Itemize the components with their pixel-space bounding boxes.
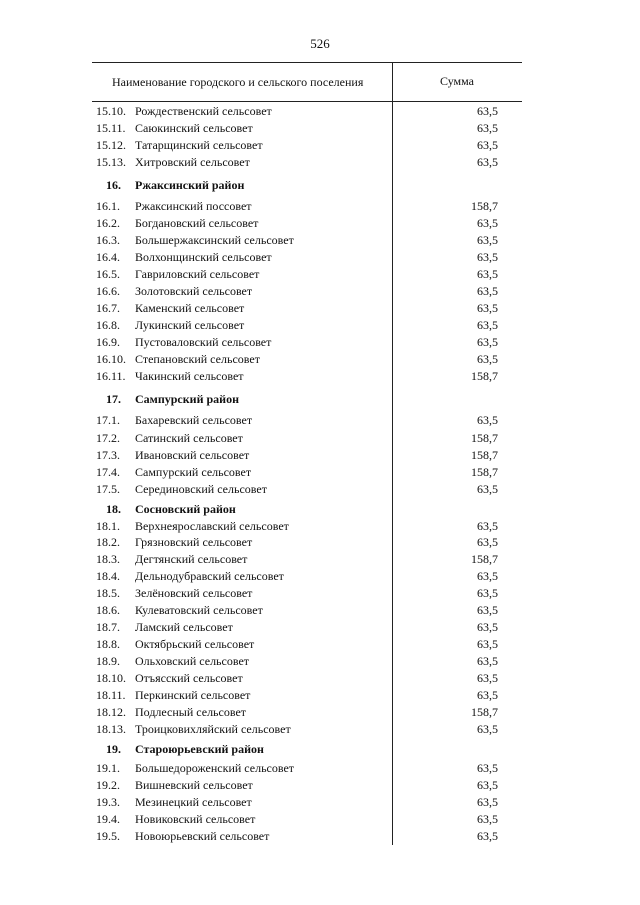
sum-value: 158,7	[471, 369, 498, 383]
sum-value: 158,7	[471, 448, 498, 462]
district-heading-row	[96, 501, 516, 517]
settlement-name: Ламский сельсовет	[135, 620, 233, 634]
settlement-name: Подлесный сельсовет	[135, 705, 247, 719]
sum-value: 63,5	[477, 569, 498, 583]
row-number: 15.12.	[96, 138, 126, 152]
settlement-name: Чакинский сельсовет	[135, 369, 244, 383]
sum-value: 63,5	[477, 301, 498, 315]
table-row	[96, 704, 516, 720]
row-number: 16.8.	[96, 318, 120, 332]
row-number: 17.5.	[96, 482, 120, 496]
settlement-name: Степановский сельсовет	[135, 352, 260, 366]
row-number: 16.1.	[96, 199, 120, 213]
sum-value: 63,5	[477, 671, 498, 685]
row-number: 18.8.	[96, 637, 120, 651]
row-number: 19.3.	[96, 795, 120, 809]
table-row	[96, 670, 516, 686]
row-number: 16.4.	[96, 250, 120, 264]
district-name: Сампурский район	[135, 392, 239, 406]
row-number: 16.7.	[96, 301, 120, 315]
sum-value: 63,5	[477, 352, 498, 366]
sum-value: 158,7	[471, 552, 498, 566]
table-row	[96, 198, 516, 214]
settlement-name: Новоюрьевский сельсовет	[135, 829, 270, 843]
table-row	[96, 351, 516, 367]
table-row	[96, 412, 516, 428]
district-name: Сосновский район	[135, 502, 236, 516]
sum-value: 63,5	[477, 318, 498, 332]
settlement-name: Зелёновский сельсовет	[135, 586, 253, 600]
settlement-name: Ивановский сельсовет	[135, 448, 250, 462]
sum-value: 63,5	[477, 812, 498, 826]
row-number: 16.5.	[96, 267, 120, 281]
row-number: 16.9.	[96, 335, 120, 349]
table-header-rule	[92, 101, 522, 102]
table-row	[96, 154, 516, 170]
row-number: 18.13.	[96, 722, 126, 736]
settlement-name: Богдановский сельсовет	[135, 216, 259, 230]
row-number: 16.3.	[96, 233, 120, 247]
settlement-name: Татарщинский сельсовет	[135, 138, 263, 152]
settlement-name: Волхонщинский сельсовет	[135, 250, 272, 264]
table-row	[96, 585, 516, 601]
district-name: Ржаксинский район	[135, 178, 245, 192]
row-number: 16.	[106, 178, 121, 192]
table-row	[96, 481, 516, 497]
row-number: 17.3.	[96, 448, 120, 462]
settlement-name: Бахаревский сельсовет	[135, 413, 253, 427]
table-row	[96, 266, 516, 282]
table-row	[96, 636, 516, 652]
row-number: 18.7.	[96, 620, 120, 634]
settlement-name: Мезинецкий сельсовет	[135, 795, 252, 809]
row-number: 15.10.	[96, 104, 126, 118]
sum-value: 63,5	[477, 233, 498, 247]
column-header-name: Наименование городского и сельского поселения	[112, 75, 364, 89]
sum-value: 63,5	[477, 795, 498, 809]
sum-value: 63,5	[477, 761, 498, 775]
row-number: 16.11.	[96, 369, 126, 383]
table-row	[96, 534, 516, 550]
table-row	[96, 334, 516, 350]
settlement-name: Перкинский сельсовет	[135, 688, 251, 702]
sum-value: 63,5	[477, 284, 498, 298]
sum-value: 63,5	[477, 121, 498, 135]
settlement-name: Отъясский сельсовет	[135, 671, 243, 685]
settlement-name: Гавриловский сельсовет	[135, 267, 260, 281]
sum-value: 63,5	[477, 688, 498, 702]
row-number: 19.	[106, 742, 121, 756]
table-row	[96, 602, 516, 618]
settlement-name: Дегтянский сельсовет	[135, 552, 248, 566]
sum-value: 63,5	[477, 654, 498, 668]
table-row	[96, 232, 516, 248]
district-heading-row	[96, 391, 516, 407]
table-row	[96, 518, 516, 534]
row-number: 17.4.	[96, 465, 120, 479]
row-number: 18.9.	[96, 654, 120, 668]
sum-value: 63,5	[477, 778, 498, 792]
table-row	[96, 653, 516, 669]
settlement-name: Рождественский сельсовет	[135, 104, 272, 118]
row-number: 18.6.	[96, 603, 120, 617]
table-row	[96, 551, 516, 567]
sum-value: 158,7	[471, 431, 498, 445]
row-number: 17.2.	[96, 431, 120, 445]
row-number: 17.1.	[96, 413, 120, 427]
settlement-name: Ольховский сельсовет	[135, 654, 250, 668]
sum-value: 63,5	[477, 722, 498, 736]
page-number: 526	[310, 36, 330, 51]
table-row	[96, 249, 516, 265]
settlement-name: Кулеватовский сельсовет	[135, 603, 263, 617]
settlement-name: Большедороженский сельсовет	[135, 761, 295, 775]
row-number: 17.	[106, 392, 121, 406]
table-row	[96, 120, 516, 136]
sum-value: 63,5	[477, 535, 498, 549]
table-row	[96, 811, 516, 827]
table-row	[96, 777, 516, 793]
row-number: 16.6.	[96, 284, 120, 298]
table-row	[96, 794, 516, 810]
sum-value: 63,5	[477, 586, 498, 600]
row-number: 18.5.	[96, 586, 120, 600]
sum-value: 63,5	[477, 829, 498, 843]
row-number: 18.2.	[96, 535, 120, 549]
settlement-name: Троицковихляйский сельсовет	[135, 722, 291, 736]
table-row	[96, 368, 516, 384]
sum-value: 63,5	[477, 335, 498, 349]
settlement-name: Верхнеярославский сельсовет	[135, 519, 289, 533]
settlement-name: Октябрьский сельсовет	[135, 637, 255, 651]
settlement-name: Вишневский сельсовет	[135, 778, 253, 792]
sum-value: 63,5	[477, 138, 498, 152]
row-number: 19.1.	[96, 761, 120, 775]
settlement-name: Сатинский сельсовет	[135, 431, 243, 445]
table-row	[96, 430, 516, 446]
row-number: 18.	[106, 502, 121, 516]
sum-value: 63,5	[477, 620, 498, 634]
table-row	[96, 447, 516, 463]
row-number: 18.3.	[96, 552, 120, 566]
settlement-name: Ржаксинский поссовет	[135, 199, 252, 213]
sum-value: 63,5	[477, 519, 498, 533]
table-row	[96, 137, 516, 153]
table-row	[96, 619, 516, 635]
table-row	[96, 283, 516, 299]
row-number: 18.1.	[96, 519, 120, 533]
table-top-rule	[92, 62, 522, 63]
district-heading-row	[96, 177, 516, 193]
settlement-name: Серединовский сельсовет	[135, 482, 267, 496]
sum-value: 63,5	[477, 413, 498, 427]
table-row	[96, 760, 516, 776]
settlement-name: Каменский сельсовет	[135, 301, 245, 315]
table-row	[96, 317, 516, 333]
sum-value: 63,5	[477, 482, 498, 496]
sum-value: 63,5	[477, 104, 498, 118]
table-row	[96, 828, 516, 844]
row-number: 19.5.	[96, 829, 120, 843]
row-number: 18.11.	[96, 688, 126, 702]
sum-value: 63,5	[477, 637, 498, 651]
table-row	[96, 568, 516, 584]
row-number: 19.2.	[96, 778, 120, 792]
table-row	[96, 215, 516, 231]
row-number: 18.12.	[96, 705, 126, 719]
sum-value: 63,5	[477, 250, 498, 264]
settlement-name: Сампурский сельсовет	[135, 465, 252, 479]
sum-value: 63,5	[477, 155, 498, 169]
sum-value: 158,7	[471, 199, 498, 213]
table-row	[96, 687, 516, 703]
row-number: 16.10.	[96, 352, 126, 366]
settlement-name: Саюкинский сельсовет	[135, 121, 253, 135]
settlement-name: Золотовский сельсовет	[135, 284, 253, 298]
sum-value: 158,7	[471, 705, 498, 719]
table-row	[96, 721, 516, 737]
row-number: 18.4.	[96, 569, 120, 583]
table-row	[96, 464, 516, 480]
sum-value: 63,5	[477, 216, 498, 230]
row-number: 16.2.	[96, 216, 120, 230]
row-number: 15.13.	[96, 155, 126, 169]
column-header-sum: Сумма	[440, 74, 474, 88]
sum-value: 63,5	[477, 603, 498, 617]
settlement-name: Большержаксинский сельсовет	[135, 233, 294, 247]
settlement-name: Хитровский сельсовет	[135, 155, 250, 169]
row-number: 18.10.	[96, 671, 126, 685]
row-number: 15.11.	[96, 121, 126, 135]
table-row	[96, 103, 516, 119]
settlement-name: Пустоваловский сельсовет	[135, 335, 272, 349]
row-number: 19.4.	[96, 812, 120, 826]
district-name: Староюрьевский район	[135, 742, 264, 756]
table-row	[96, 300, 516, 316]
district-heading-row	[96, 741, 516, 757]
settlement-name: Новиковский сельсовет	[135, 812, 256, 826]
settlement-name: Лукинский сельсовет	[135, 318, 245, 332]
sum-value: 158,7	[471, 465, 498, 479]
sum-value: 63,5	[477, 267, 498, 281]
settlement-name: Грязновский сельсовет	[135, 535, 253, 549]
settlement-name: Дельнодубравский сельсовет	[135, 569, 284, 583]
